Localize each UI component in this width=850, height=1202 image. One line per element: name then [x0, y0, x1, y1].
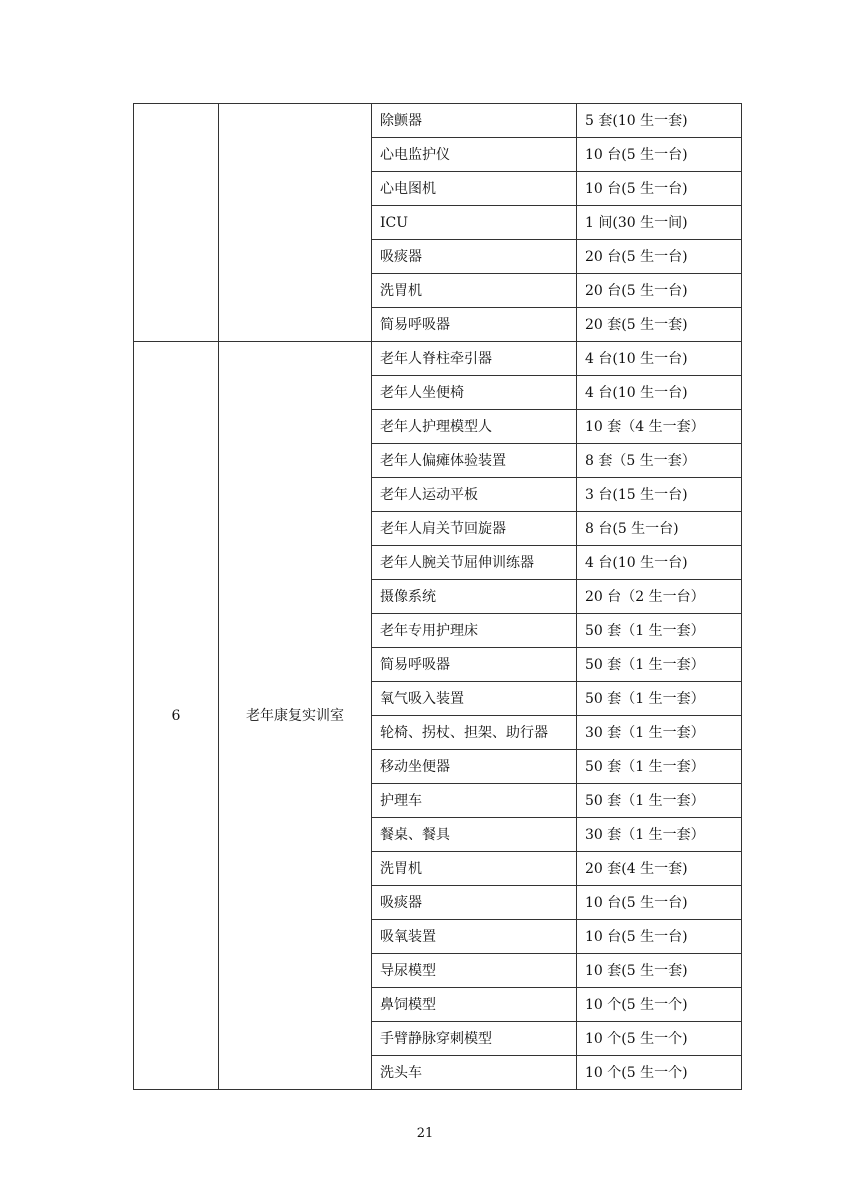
equipment-quantity-cell: 10 台(5 生一台) — [577, 172, 742, 206]
equipment-name-cell: 心电图机 — [372, 172, 577, 206]
equipment-quantity-cell: 10 个(5 生一个) — [577, 1022, 742, 1056]
equipment-name-cell: 氧气吸入装置 — [372, 682, 577, 716]
equipment-name-cell: 餐桌、餐具 — [372, 818, 577, 852]
table-row — [134, 104, 742, 138]
equipment-quantity-cell: 3 台(15 生一台) — [577, 478, 742, 512]
room-name-cell: 老年康复实训室 — [219, 342, 372, 1090]
equipment-quantity-cell: 8 台(5 生一台) — [577, 512, 742, 546]
room-name-cell — [219, 104, 372, 342]
equipment-name-cell: ICU — [372, 206, 577, 240]
equipment-quantity-cell: 10 套(5 生一套) — [577, 954, 742, 988]
table-row — [134, 342, 742, 376]
equipment-quantity-cell: 10 套（4 生一套） — [577, 410, 742, 444]
equipment-quantity-cell: 10 台(5 生一台) — [577, 886, 742, 920]
equipment-name-cell: 除颤器 — [372, 104, 577, 138]
equipment-name-cell: 吸痰器 — [372, 886, 577, 920]
equipment-name-cell: 老年人偏瘫体验装置 — [372, 444, 577, 478]
equipment-name-cell: 鼻饲模型 — [372, 988, 577, 1022]
equipment-name-cell: 简易呼吸器 — [372, 648, 577, 682]
equipment-quantity-cell: 4 台(10 生一台) — [577, 342, 742, 376]
equipment-quantity-cell: 20 台(5 生一台) — [577, 274, 742, 308]
equipment-name-cell: 洗胃机 — [372, 274, 577, 308]
equipment-quantity-cell: 10 台(5 生一台) — [577, 920, 742, 954]
equipment-quantity-cell: 4 台(10 生一台) — [577, 376, 742, 410]
equipment-quantity-cell: 20 台（2 生一台） — [577, 580, 742, 614]
group-number-cell: 6 — [134, 342, 219, 1090]
equipment-name-cell: 老年人运动平板 — [372, 478, 577, 512]
equipment-quantity-cell: 50 套（1 生一套） — [577, 648, 742, 682]
equipment-quantity-cell: 50 套（1 生一套） — [577, 784, 742, 818]
equipment-quantity-cell: 30 套（1 生一套） — [577, 716, 742, 750]
equipment-name-cell: 老年人脊柱牵引器 — [372, 342, 577, 376]
equipment-quantity-cell: 10 个(5 生一个) — [577, 1056, 742, 1090]
equipment-name-cell: 老年人肩关节回旋器 — [372, 512, 577, 546]
equipment-name-cell: 老年人坐便椅 — [372, 376, 577, 410]
page-number: 21 — [416, 1126, 434, 1141]
equipment-name-cell: 老年人腕关节屈伸训练器 — [372, 546, 577, 580]
equipment-quantity-cell: 50 套（1 生一套） — [577, 750, 742, 784]
equipment-name-cell: 摄像系统 — [372, 580, 577, 614]
equipment-name-cell: 护理车 — [372, 784, 577, 818]
equipment-quantity-cell: 8 套（5 生一套） — [577, 444, 742, 478]
equipment-name-cell: 老年专用护理床 — [372, 614, 577, 648]
equipment-name-cell: 吸痰器 — [372, 240, 577, 274]
group-number-cell — [134, 104, 219, 342]
equipment-quantity-cell: 10 台(5 生一台) — [577, 138, 742, 172]
equipment-quantity-cell: 5 套(10 生一套) — [577, 104, 742, 138]
equipment-name-cell: 移动坐便器 — [372, 750, 577, 784]
equipment-name-cell: 吸氧装置 — [372, 920, 577, 954]
equipment-name-cell: 洗胃机 — [372, 852, 577, 886]
equipment-quantity-cell: 4 台(10 生一台) — [577, 546, 742, 580]
equipment-quantity-cell: 30 套（1 生一套） — [577, 818, 742, 852]
equipment-name-cell: 手臂静脉穿刺模型 — [372, 1022, 577, 1056]
equipment-name-cell: 心电监护仪 — [372, 138, 577, 172]
equipment-name-cell: 洗头车 — [372, 1056, 577, 1090]
equipment-quantity-cell: 1 间(30 生一间) — [577, 206, 742, 240]
equipment-quantity-cell: 50 套（1 生一套） — [577, 682, 742, 716]
equipment-name-cell: 导尿模型 — [372, 954, 577, 988]
equipment-name-cell: 老年人护理模型人 — [372, 410, 577, 444]
equipment-table — [133, 103, 742, 1090]
equipment-quantity-cell: 10 个(5 生一个) — [577, 988, 742, 1022]
equipment-name-cell: 简易呼吸器 — [372, 308, 577, 342]
equipment-quantity-cell: 20 套(4 生一套) — [577, 852, 742, 886]
equipment-table-body — [134, 104, 742, 1090]
equipment-quantity-cell: 50 套（1 生一套） — [577, 614, 742, 648]
equipment-quantity-cell: 20 台(5 生一台) — [577, 240, 742, 274]
equipment-name-cell: 轮椅、拐杖、担架、助行器 — [372, 716, 577, 750]
equipment-quantity-cell: 20 套(5 生一套) — [577, 308, 742, 342]
